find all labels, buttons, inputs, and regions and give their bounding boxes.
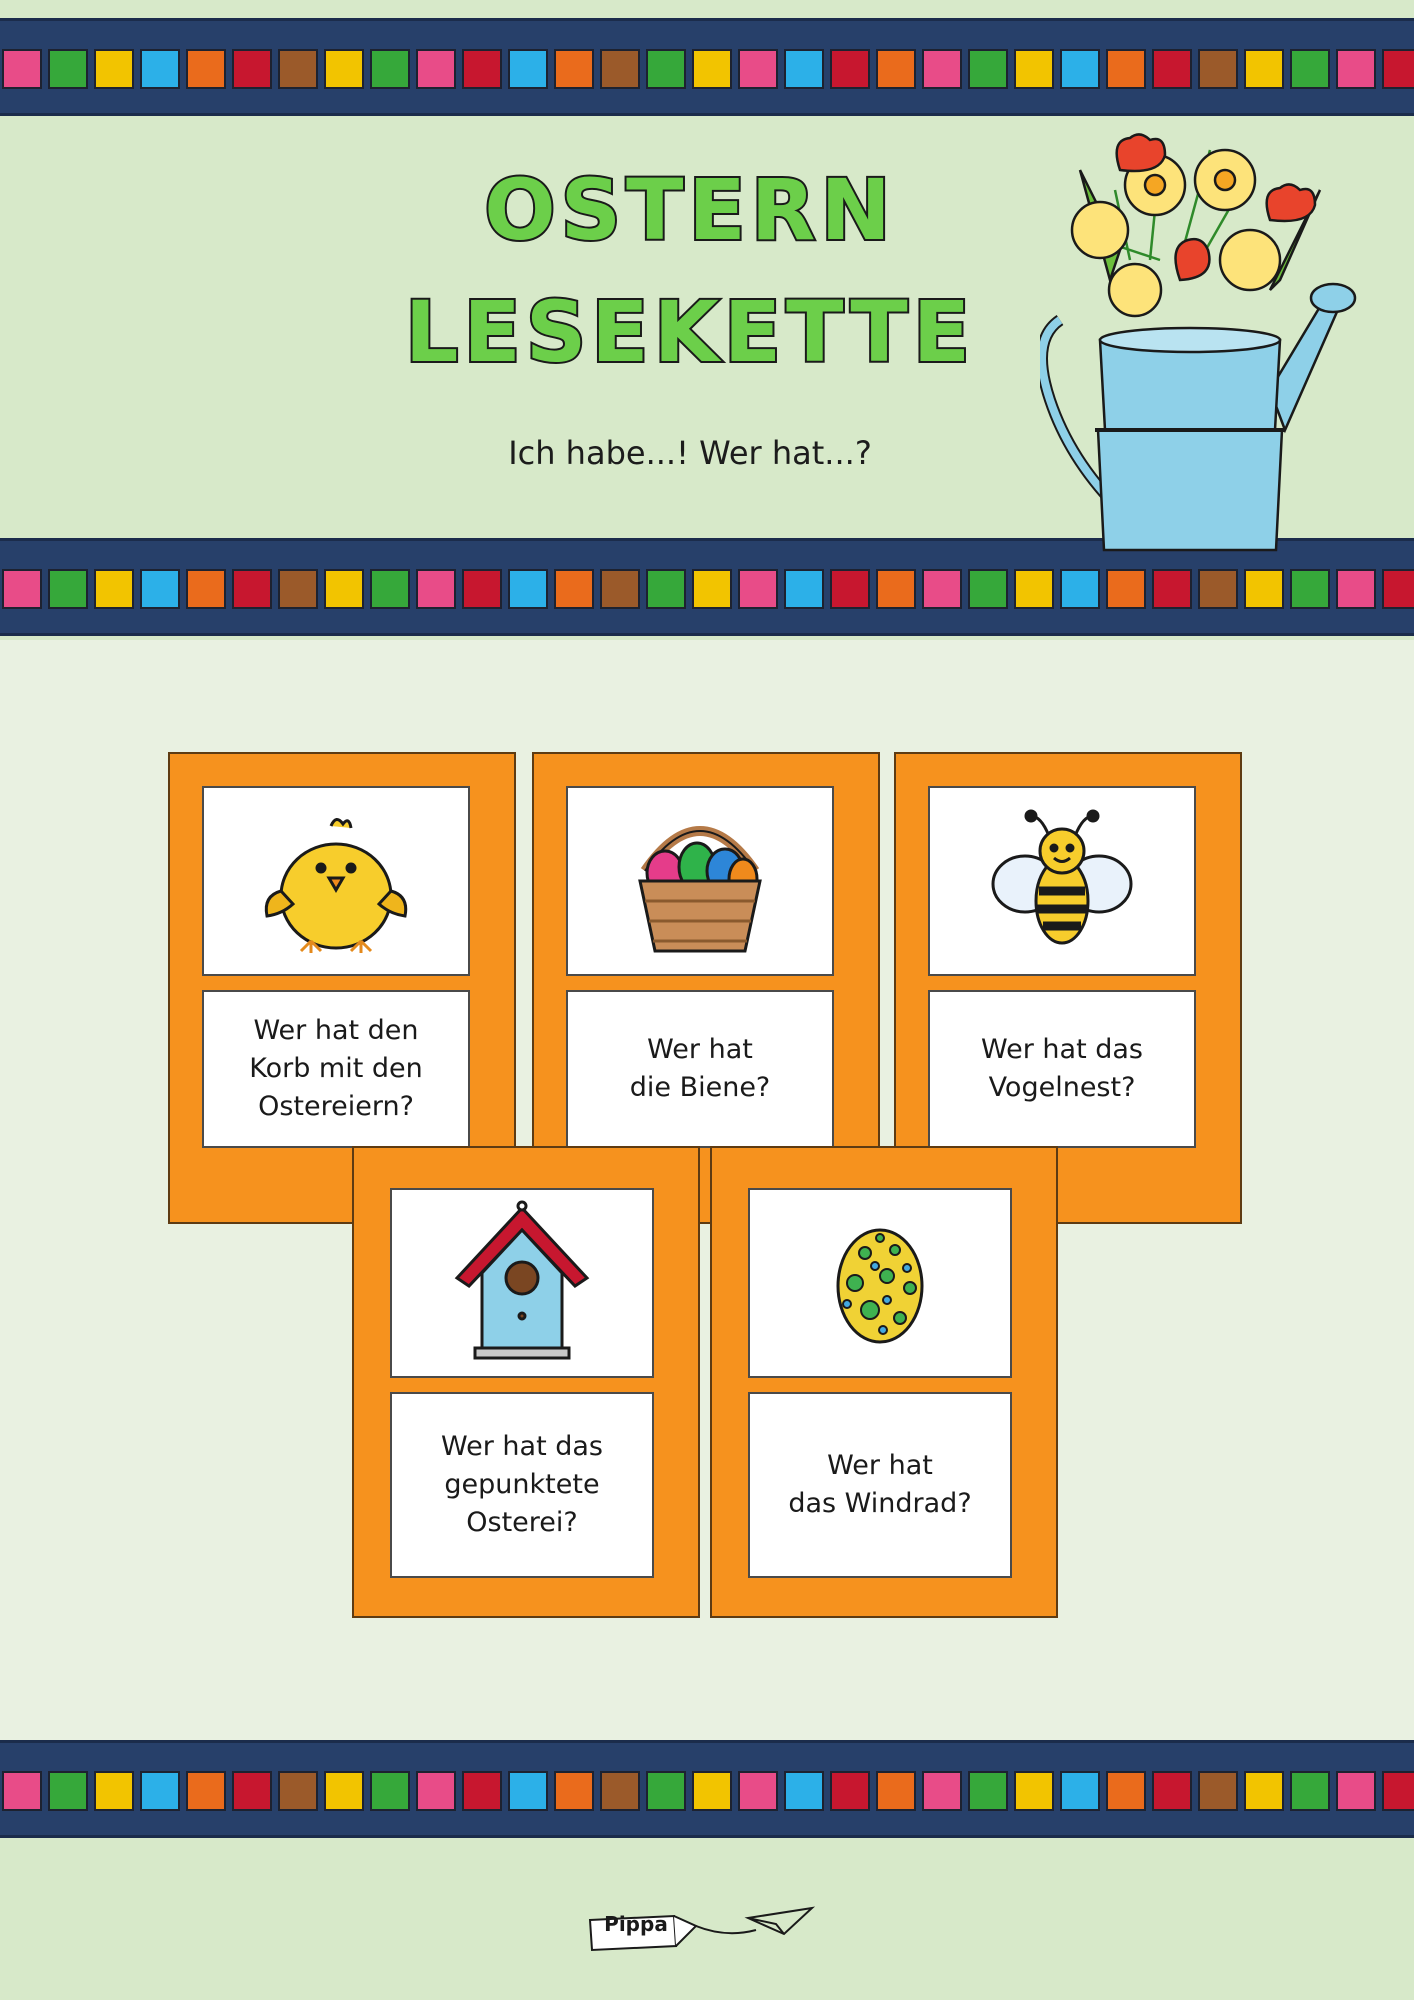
stripe-square — [646, 1771, 686, 1811]
stripe-square — [1106, 569, 1146, 609]
stripe-square — [1244, 1771, 1284, 1811]
stripe-square — [1060, 569, 1100, 609]
bee-icon — [987, 806, 1137, 956]
stripe-square — [324, 569, 364, 609]
stripe-square — [2, 1771, 42, 1811]
card-question: Wer hat das Vogelnest? — [928, 990, 1196, 1148]
card-question: Wer hat den Korb mit den Ostereiern? — [202, 990, 470, 1148]
stripe-square — [1198, 1771, 1238, 1811]
stripe-square — [784, 49, 824, 89]
stripe-square — [876, 49, 916, 89]
stripe-square — [968, 1771, 1008, 1811]
stripe-square — [232, 49, 272, 89]
stripe-square — [1198, 569, 1238, 609]
card-question: Wer hat das gepunktete Osterei? — [390, 1392, 654, 1578]
birdhouse-icon — [447, 1198, 597, 1368]
stripe-square — [830, 49, 870, 89]
stripe-square — [554, 569, 594, 609]
stripe-square — [1152, 49, 1192, 89]
stripe-square — [416, 49, 456, 89]
stripe-square — [48, 1771, 88, 1811]
stripe-square — [370, 569, 410, 609]
stripe-square — [1060, 1771, 1100, 1811]
stripe-square — [1290, 1771, 1330, 1811]
stripe-square — [48, 569, 88, 609]
stripe-square — [738, 569, 778, 609]
stripe-square — [416, 1771, 456, 1811]
stripe-square — [1014, 49, 1054, 89]
stripe-square — [692, 569, 732, 609]
stripe-square — [600, 1771, 640, 1811]
stripe-square — [1198, 49, 1238, 89]
stripe-square — [278, 569, 318, 609]
stripe-square — [508, 49, 548, 89]
stripe-square — [646, 49, 686, 89]
stripe-square — [600, 569, 640, 609]
stripe-square — [1290, 569, 1330, 609]
card-question: Wer hat das Windrad? — [748, 1392, 1012, 1578]
stripe-square — [94, 569, 134, 609]
stripe-square — [140, 1771, 180, 1811]
title-line-1: OSTERN — [484, 161, 896, 259]
stripe-square — [186, 1771, 226, 1811]
stripe-square — [784, 1771, 824, 1811]
stripe-square — [462, 1771, 502, 1811]
logo-text: Pippa — [604, 1912, 668, 1936]
card-image-frame — [390, 1188, 654, 1378]
stripe-square — [600, 49, 640, 89]
card-question: Wer hat die Biene? — [566, 990, 834, 1148]
stripe-square — [1152, 569, 1192, 609]
stripe-square — [692, 49, 732, 89]
bottom-border-stripe — [0, 1740, 1414, 1838]
stripe-square — [922, 569, 962, 609]
top-border-stripe — [0, 18, 1414, 116]
stripe-square — [784, 569, 824, 609]
stripe-square — [1106, 49, 1146, 89]
stripe-square — [738, 49, 778, 89]
stripe-square — [232, 569, 272, 609]
stripe-square — [830, 569, 870, 609]
stripe-square — [738, 1771, 778, 1811]
stripe-square — [1014, 1771, 1054, 1811]
stripe-square — [324, 1771, 364, 1811]
stripe-square — [1152, 1771, 1192, 1811]
stripe-square — [508, 1771, 548, 1811]
stripe-square — [232, 1771, 272, 1811]
stripe-square — [830, 1771, 870, 1811]
stripe-square — [278, 1771, 318, 1811]
stripe-square — [922, 1771, 962, 1811]
subtitle: Ich habe...! Wer hat...? — [508, 434, 872, 472]
stripe-square — [554, 49, 594, 89]
stripe-square — [94, 1771, 134, 1811]
card-image-frame — [566, 786, 834, 976]
stripe-square — [646, 569, 686, 609]
stripe-square — [2, 569, 42, 609]
stripe-square — [1106, 1771, 1146, 1811]
card-image-frame — [928, 786, 1196, 976]
stripe-square — [1060, 49, 1100, 89]
card-image-frame — [748, 1188, 1012, 1378]
stripe-square — [186, 569, 226, 609]
stripe-square — [1336, 569, 1376, 609]
stripe-square — [1336, 1771, 1376, 1811]
stripe-square — [186, 49, 226, 89]
stripe-square — [370, 1771, 410, 1811]
card-image-frame — [202, 786, 470, 976]
stripe-square — [1336, 49, 1376, 89]
stripe-square — [1014, 569, 1054, 609]
stripe-square — [1382, 49, 1414, 89]
chick-icon — [261, 806, 411, 956]
stripe-square — [876, 1771, 916, 1811]
stripe-square — [462, 569, 502, 609]
stripe-square — [1382, 1771, 1414, 1811]
stripe-square — [278, 49, 318, 89]
stripe-square — [1244, 569, 1284, 609]
card-5 — [710, 1146, 1058, 1618]
stripe-square — [554, 1771, 594, 1811]
title-line-2: LESEKETTE — [404, 283, 976, 381]
stripe-square — [462, 49, 502, 89]
stripe-square — [140, 569, 180, 609]
stripe-square — [48, 49, 88, 89]
stripe-square — [1244, 49, 1284, 89]
easter-egg-icon — [825, 1218, 935, 1348]
stripe-square — [1382, 569, 1414, 609]
stripe-square — [508, 569, 548, 609]
stripe-square — [94, 49, 134, 89]
stripe-square — [140, 49, 180, 89]
stripe-square — [370, 49, 410, 89]
stripe-square — [968, 569, 1008, 609]
basket-icon — [625, 801, 775, 961]
stripe-square — [1290, 49, 1330, 89]
card-4 — [352, 1146, 700, 1618]
watering-can-flowers-icon — [1040, 130, 1360, 570]
stripe-square — [692, 1771, 732, 1811]
stripe-square — [876, 569, 916, 609]
stripe-square — [968, 49, 1008, 89]
stripe-square — [2, 49, 42, 89]
stripe-square — [922, 49, 962, 89]
stripe-square — [416, 569, 456, 609]
stripe-square — [324, 49, 364, 89]
